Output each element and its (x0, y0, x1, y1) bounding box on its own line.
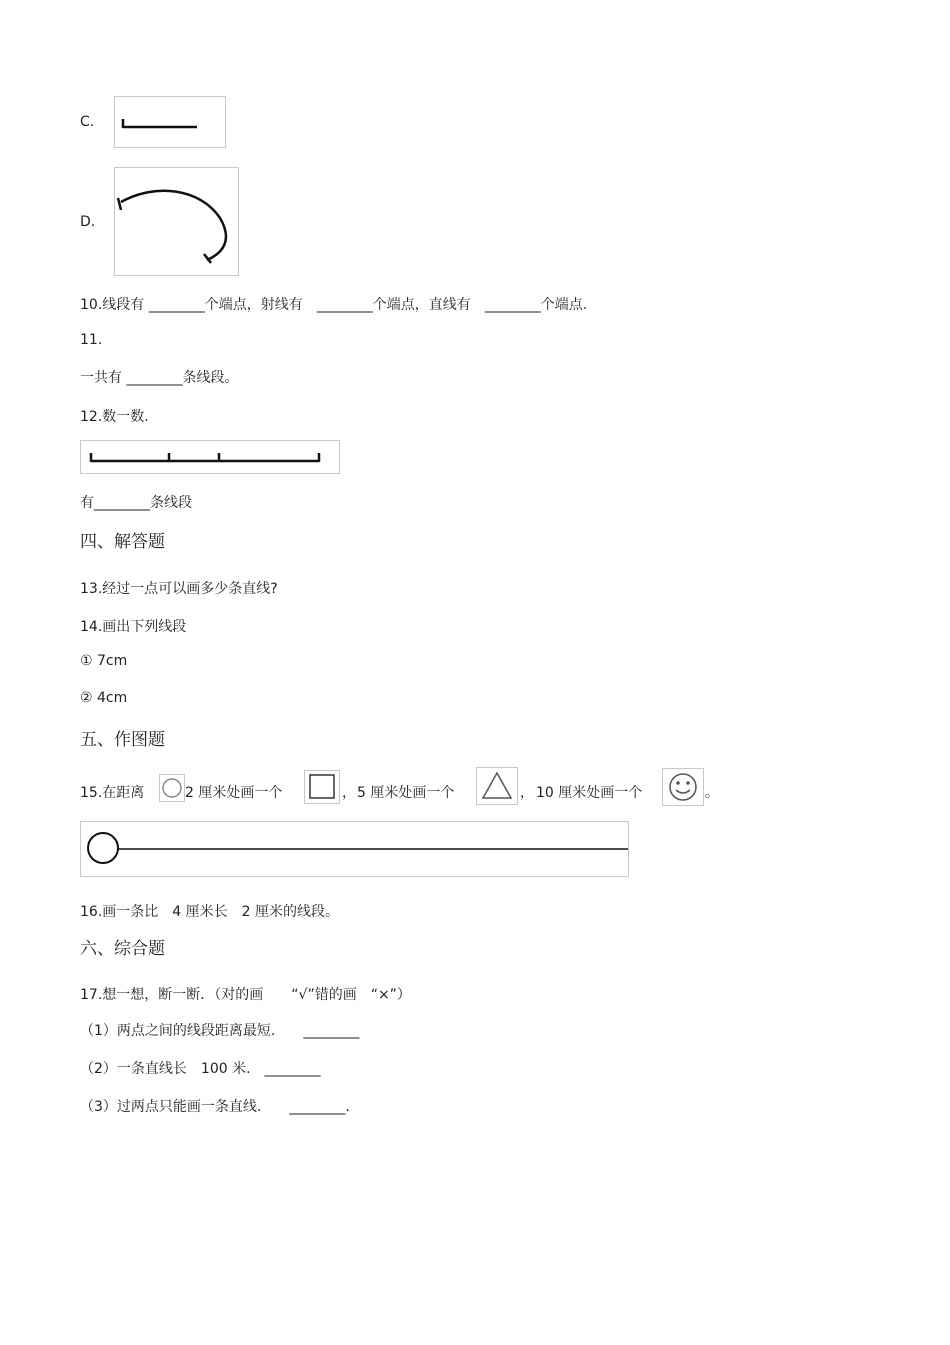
smiley-icon (662, 768, 704, 806)
question-17: 17.想一想，断一断．（对的画 “√”错的画 “×”） (80, 987, 411, 1003)
circle-icon (159, 774, 185, 802)
question-15-part1: 2 厘米处画一个 (185, 785, 283, 801)
option-c-figure (114, 96, 226, 148)
question-17-item-1: （1）两点之间的线段距离最短. ________ (80, 1023, 360, 1039)
question-14-item-a: ① 7cm (80, 653, 128, 669)
option-d-figure (114, 167, 239, 276)
question-15-end: 。 (705, 785, 719, 801)
question-15-prefix: 15.在距离 (80, 785, 145, 801)
ray-with-circle-figure (81, 822, 628, 876)
section-heading-4: 四、解答题 (80, 532, 165, 552)
question-11-text: 一共有 ________条线段。 (80, 370, 239, 386)
question-10: 10.线段有 ________个端点，射线有 ________个端点，直线有 ________个端点. (80, 297, 588, 313)
question-15-part2: 5 厘米处画一个 (357, 785, 455, 801)
triangle-icon (476, 767, 518, 805)
section-heading-6: 六、综合题 (80, 939, 165, 959)
question-12-figure (80, 440, 340, 474)
question-16: 16.画一条比 4 厘米长 2 厘米的线段。 (80, 904, 339, 920)
option-d-label: D. (80, 214, 96, 230)
question-15-figure (80, 821, 629, 877)
option-c-label: C. (80, 114, 95, 130)
question-14-item-b: ② 4cm (80, 690, 128, 706)
square-icon (304, 770, 340, 804)
curve-figure (115, 168, 238, 275)
question-12-number: 12.数一数. (80, 409, 149, 425)
question-15-part3: 10 厘米处画一个 (536, 785, 643, 801)
segment-count-figure (81, 441, 339, 473)
question-12-text: 有________条线段 (80, 495, 192, 511)
question-15-sep1: ， (342, 785, 356, 801)
question-13: 13.经过一点可以画多少条直线? (80, 581, 278, 597)
section-heading-5: 五、作图题 (80, 730, 165, 750)
question-17-item-2: （2）一条直线长 100 米. ________ (80, 1061, 321, 1077)
question-15-sep2: ， (520, 785, 534, 801)
segment-figure (115, 97, 225, 147)
question-17-item-3: （3）过两点只能画一条直线. ________. (80, 1099, 350, 1115)
question-14: 14.画出下列线段 (80, 619, 187, 635)
question-11-number: 11. (80, 332, 103, 348)
